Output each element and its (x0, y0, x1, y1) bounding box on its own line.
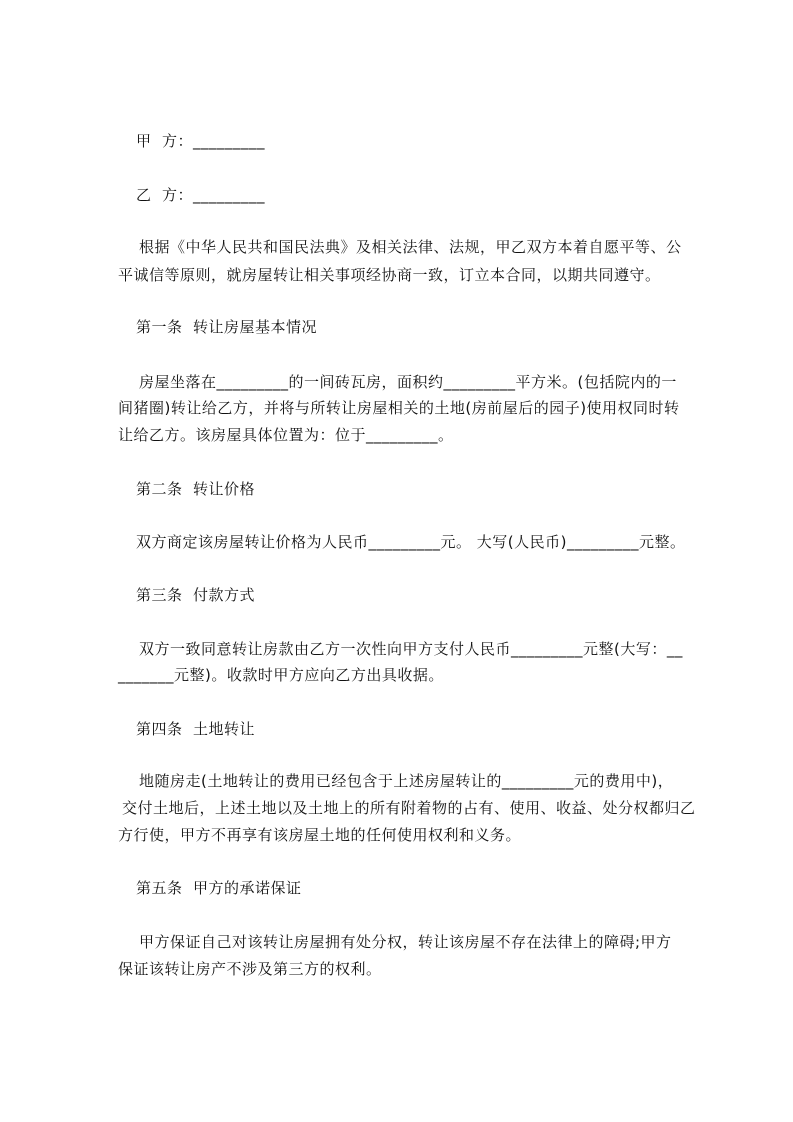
article-5-body-line: 保证该转让房产不涉及第三方的权利。 (118, 960, 382, 978)
party-a-line: 甲 方：_________ (136, 132, 266, 150)
article-3-body-line: _______元整)。收款时甲方应向乙方出具收据。 (118, 666, 444, 684)
preamble-line: 平诚信等原则，就房屋转让相关事项经协商一致，订立本合同，以期共同遵守。 (118, 266, 661, 284)
preamble-line: 根据《中华人民共和国民法典》及相关法律、法规，甲乙双方本着自愿平等、公 (139, 238, 682, 256)
article-5-body-line: 甲方保证自己对该转让房屋拥有处分权，转让该房屋不存在法律上的障碍;甲方 (139, 933, 672, 951)
article-4-body-line: 方行使，甲方不再享有该房屋土地的任何使用权利和义务。 (118, 826, 522, 844)
article-4-title: 第四条 土地转让 (136, 720, 256, 738)
article-3-body-line: 双方一致同意转让房款由乙方一次性向甲方支付人民币_________元整(大写：__ (139, 640, 683, 658)
article-1-body-line: 间猪圈)转让给乙方，并将与所转让房屋相关的土地(房前屋后的园子)使用权同时转 (118, 399, 680, 417)
article-2-body-line: 双方商定该房屋转让价格为人民币_________元。 大写(人民币)_________元整。 (136, 533, 686, 551)
party-b-line: 乙 方：_________ (136, 186, 266, 204)
article-1-title: 第一条 转让房屋基本情况 (136, 318, 318, 336)
article-3-title: 第三条 付款方式 (136, 586, 256, 604)
article-5-title: 第五条 甲方的承诺保证 (136, 879, 302, 897)
article-4-body-line: 交付土地后，上述土地以及土地上的所有附着物的占有、使用、收益、处分权都归乙 (122, 799, 696, 817)
article-1-body-line: 让给乙方。该房屋具体位置为：位于_________。 (118, 426, 454, 444)
article-4-body-line: 地随房走(土地转让的费用已经包含于上述房屋转让的_________元的费用中)， (139, 772, 674, 790)
article-1-body-line: 房屋坐落在_________的一间砖瓦房，面积约_________平方米。(包括院内的一 (139, 373, 677, 391)
article-2-title: 第二条 转让价格 (136, 480, 256, 498)
